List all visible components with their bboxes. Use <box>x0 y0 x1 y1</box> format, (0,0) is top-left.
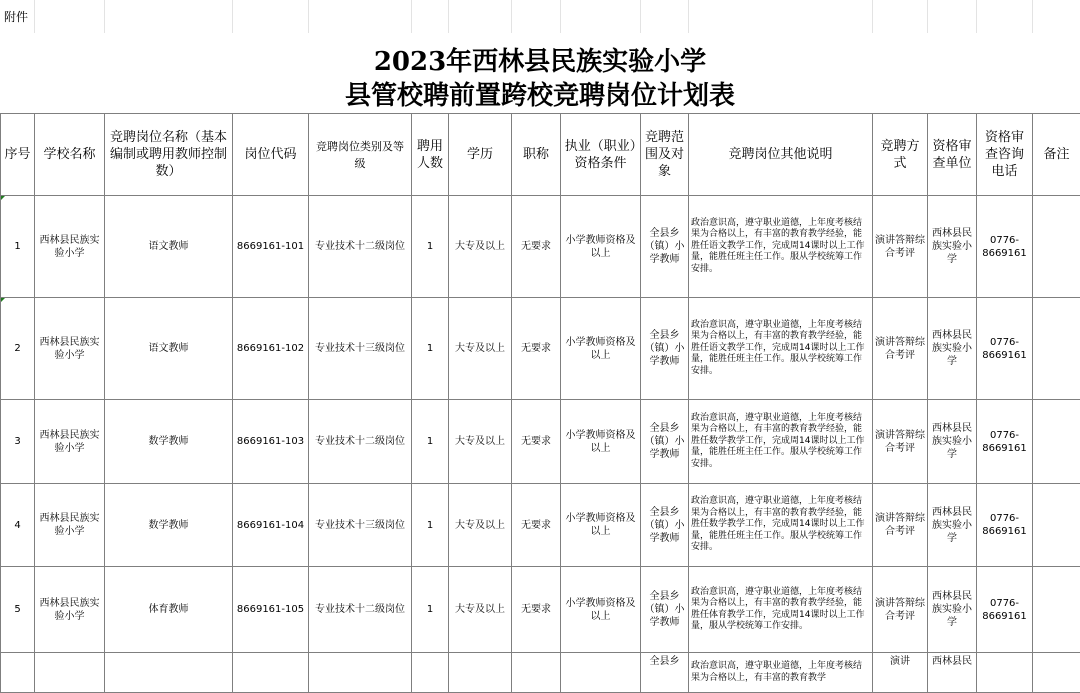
cell-seq[interactable]: 4 <box>1 484 35 567</box>
table-row <box>1 567 1080 653</box>
cell[interactable] <box>560 0 640 33</box>
cell-qualification[interactable]: 小学教师资格及以上 <box>561 298 641 400</box>
cell[interactable] <box>976 0 1032 33</box>
header-scope[interactable]: 竞聘范围及对象 <box>641 114 689 196</box>
cell-seq[interactable]: 1 <box>1 196 35 298</box>
cell-remark[interactable] <box>1033 196 1080 298</box>
cell-phone[interactable]: 0776-8669161 <box>977 400 1033 484</box>
cell-title[interactable]: 无要求 <box>512 484 561 567</box>
cell-seq[interactable] <box>1 653 35 693</box>
cell-title[interactable]: 无要求 <box>512 298 561 400</box>
cell-other[interactable]: 政治意识高，遵守职业道德，上年度考核结果为合格以上，有丰富的教育教学经验，能胜任语文教学工作，完成周14课时以上工作量，能胜任班主任工作。服从学校统筹工作安排。 <box>689 196 873 298</box>
cell-education[interactable]: 大专及以上 <box>449 484 512 567</box>
header-review-unit[interactable]: 资格审查单位 <box>928 114 977 196</box>
cell-title[interactable]: 无要求 <box>512 567 561 653</box>
cell-post-code[interactable] <box>233 653 309 693</box>
cell-title[interactable]: 无要求 <box>512 400 561 484</box>
cell-post-name[interactable]: 数学教师 <box>105 400 233 484</box>
cell-qualification[interactable]: 小学教师资格及以上 <box>561 400 641 484</box>
cell-review-unit[interactable]: 西林县民族实验小学 <box>928 567 977 653</box>
cell-post-category[interactable]: 专业技术十二级岗位 <box>309 400 412 484</box>
cell-count[interactable]: 1 <box>412 567 449 653</box>
cell-education[interactable]: 大专及以上 <box>449 400 512 484</box>
cell-qualification[interactable]: 小学教师资格及以上 <box>561 567 641 653</box>
cell-method[interactable]: 演讲答辩综合考评 <box>873 298 928 400</box>
cell-post-code[interactable]: 8669161-104 <box>233 484 309 567</box>
cell[interactable] <box>640 0 688 33</box>
cell-post-name[interactable]: 语文教师 <box>105 298 233 400</box>
cell-school[interactable]: 西林县民族实验小学 <box>35 484 105 567</box>
header-seq[interactable]: 序号 <box>1 114 35 196</box>
cell-post-code[interactable]: 8669161-105 <box>233 567 309 653</box>
cell-method[interactable]: 演讲答辩综合考评 <box>873 484 928 567</box>
cell-count[interactable]: 1 <box>412 400 449 484</box>
table-row <box>1 400 1080 484</box>
title-line-1[interactable]: 2023年西林县民族实验小学 <box>0 41 1080 78</box>
cell-phone[interactable]: 0776-8669161 <box>977 567 1033 653</box>
table-row <box>1 653 1080 693</box>
plan-table <box>0 113 1080 693</box>
header-qualification[interactable]: 执业（职业）资格条件 <box>561 114 641 196</box>
cell-method[interactable]: 演讲答辩综合考评 <box>873 400 928 484</box>
cell-seq[interactable]: 2 <box>1 298 35 400</box>
header-post-code[interactable]: 岗位代码 <box>233 114 309 196</box>
cell-school[interactable]: 西林县民族实验小学 <box>35 196 105 298</box>
header-title[interactable]: 职称 <box>512 114 561 196</box>
cell[interactable] <box>104 0 232 33</box>
cell-qualification[interactable]: 小学教师资格及以上 <box>561 196 641 298</box>
cell-post-name[interactable]: 数学教师 <box>105 484 233 567</box>
cell-count[interactable]: 1 <box>412 196 449 298</box>
cell-method[interactable]: 演讲答辩综合考评 <box>873 567 928 653</box>
cell-qualification[interactable]: 小学教师资格及以上 <box>561 484 641 567</box>
cell-post-code[interactable]: 8669161-101 <box>233 196 309 298</box>
cell-other[interactable]: 政治意识高，遵守职业道德，上年度考核结果为合格以上，有丰富的教育教学经验，能胜任体育教学工作，完成周14课时以上工作量，服从学校统筹工作安排。 <box>689 567 873 653</box>
cell-school[interactable]: 西林县民族实验小学 <box>35 400 105 484</box>
cell-post-category[interactable]: 专业技术十三级岗位 <box>309 298 412 400</box>
header-phone[interactable]: 资格审查咨询电话 <box>977 114 1033 196</box>
cell-scope[interactable]: 全县乡（镇）小学教师 <box>641 298 689 400</box>
cell-phone[interactable]: 0776-8669161 <box>977 196 1033 298</box>
cell-remark[interactable] <box>1033 484 1080 567</box>
cell-title[interactable]: 无要求 <box>512 196 561 298</box>
cell-seq[interactable]: 3 <box>1 400 35 484</box>
title-line-2[interactable]: 县管校聘前置跨校竞聘岗位计划表 <box>0 75 1080 112</box>
cell-title[interactable] <box>512 653 561 693</box>
cell-education[interactable]: 大专及以上 <box>449 567 512 653</box>
cell[interactable] <box>688 0 872 33</box>
cell-other[interactable]: 政治意识高，遵守职业道德，上年度考核结果为合格以上，有丰富的教育教学经验，能胜任数学教学工作，完成周14课时以上工作量，能胜任班主任工作。服从学校统筹工作安排。 <box>689 484 873 567</box>
cell-phone[interactable] <box>977 653 1033 693</box>
cell-school[interactable]: 西林县民族实验小学 <box>35 567 105 653</box>
cell[interactable] <box>872 0 927 33</box>
cell[interactable] <box>308 0 411 33</box>
cell-school[interactable]: 西林县民族实验小学 <box>35 298 105 400</box>
cell-qualification[interactable] <box>561 653 641 693</box>
cell-education[interactable]: 大专及以上 <box>449 196 512 298</box>
cell-post-code[interactable]: 8669161-103 <box>233 400 309 484</box>
cell-scope[interactable]: 全县乡 <box>641 653 689 693</box>
table-row <box>1 484 1080 567</box>
cell[interactable] <box>511 0 560 33</box>
cell-method[interactable]: 演讲 <box>873 653 928 693</box>
cell-post-code[interactable]: 8669161-102 <box>233 298 309 400</box>
cell-post-name[interactable] <box>105 653 233 693</box>
header-education[interactable]: 学历 <box>449 114 512 196</box>
header-school[interactable]: 学校名称 <box>35 114 105 196</box>
cell-post-category[interactable]: 专业技术十二级岗位 <box>309 196 412 298</box>
cell[interactable] <box>34 0 104 33</box>
cell-phone[interactable]: 0776-8669161 <box>977 484 1033 567</box>
cell-scope[interactable]: 全县乡（镇）小学教师 <box>641 400 689 484</box>
cell-scope[interactable]: 全县乡（镇）小学教师 <box>641 484 689 567</box>
header-other[interactable]: 竞聘岗位其他说明 <box>689 114 873 196</box>
cell-method[interactable]: 演讲答辩综合考评 <box>873 196 928 298</box>
cell-phone[interactable]: 0776-8669161 <box>977 298 1033 400</box>
cell[interactable] <box>448 0 511 33</box>
cell-remark[interactable] <box>1033 400 1080 484</box>
cell-count[interactable]: 1 <box>412 484 449 567</box>
header-post-category[interactable]: 竞聘岗位类别及等级 <box>309 114 412 196</box>
cell-count[interactable] <box>412 653 449 693</box>
cell[interactable] <box>232 0 308 33</box>
header-remark[interactable]: 备注 <box>1033 114 1080 196</box>
cell-post-name[interactable]: 语文教师 <box>105 196 233 298</box>
cell-remark[interactable] <box>1033 653 1080 693</box>
cell-post-category[interactable]: 专业技术十二级岗位 <box>309 567 412 653</box>
cell-remark[interactable] <box>1033 567 1080 653</box>
attachment-label[interactable]: 附件 <box>0 0 34 33</box>
cell-other[interactable]: 政治意识高，遵守职业道德，上年度考核结果为合格以上，有丰富的教育教学经验，能胜任数学教学工作，完成周14课时以上工作量，能胜任班主任工作。服从学校统筹工作安排。 <box>689 400 873 484</box>
cell-scope[interactable]: 全县乡（镇）小学教师 <box>641 196 689 298</box>
header-count[interactable]: 聘用人数 <box>412 114 449 196</box>
cell-review-unit[interactable]: 西林县民族实验小学 <box>928 298 977 400</box>
header-post-name[interactable]: 竞聘岗位名称（基本编制或聘用教师控制数） <box>105 114 233 196</box>
cell-count[interactable]: 1 <box>412 298 449 400</box>
table-row <box>1 298 1080 400</box>
cell[interactable] <box>411 0 448 33</box>
header-method[interactable]: 竞聘方式 <box>873 114 928 196</box>
cell-education[interactable] <box>449 653 512 693</box>
top-grid <box>0 0 1080 33</box>
header-row <box>1 114 1080 196</box>
cell-post-name[interactable]: 体育教师 <box>105 567 233 653</box>
cell[interactable] <box>927 0 976 33</box>
cell-review-unit[interactable]: 西林县民族实验小学 <box>928 196 977 298</box>
cell-remark[interactable] <box>1033 298 1080 400</box>
cell-review-unit[interactable]: 西林县民族实验小学 <box>928 400 977 484</box>
cell[interactable] <box>1032 0 1080 33</box>
cell-scope[interactable]: 全县乡（镇）小学教师 <box>641 567 689 653</box>
cell-post-category[interactable] <box>309 653 412 693</box>
cell-other[interactable]: 政治意识高，遵守职业道德，上年度考核结果为合格以上，有丰富的教育教学 <box>689 653 873 693</box>
cell-review-unit[interactable]: 西林县民族实验小学 <box>928 484 977 567</box>
cell-education[interactable]: 大专及以上 <box>449 298 512 400</box>
cell-other[interactable]: 政治意识高，遵守职业道德，上年度考核结果为合格以上，有丰富的教育教学经验，能胜任语文教学工作，完成周14课时以上工作量，能胜任班主任工作。服从学校统筹工作安排。 <box>689 298 873 400</box>
cell-school[interactable] <box>35 653 105 693</box>
cell-review-unit[interactable]: 西林县民 <box>928 653 977 693</box>
cell-post-category[interactable]: 专业技术十三级岗位 <box>309 484 412 567</box>
table-row <box>1 196 1080 298</box>
cell-seq[interactable]: 5 <box>1 567 35 653</box>
